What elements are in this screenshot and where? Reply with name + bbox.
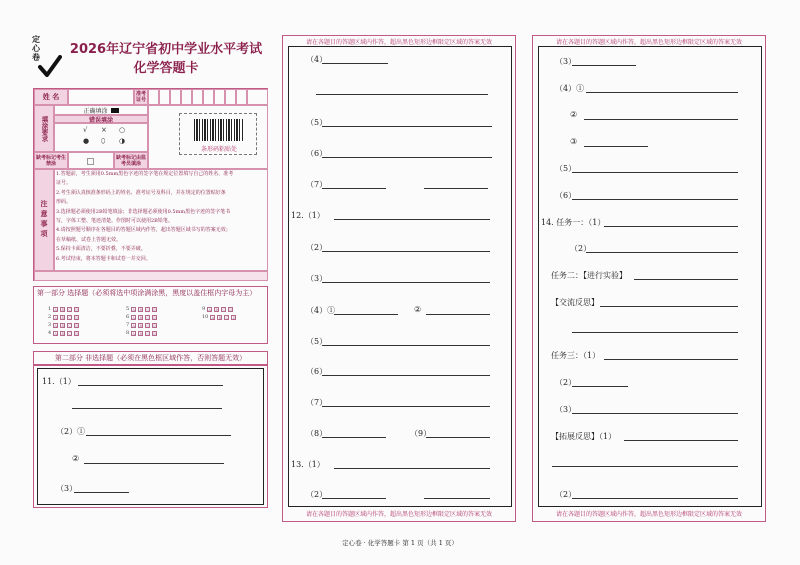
answer-line[interactable] <box>572 65 636 66</box>
option-d[interactable]: D <box>153 323 157 328</box>
absent-box[interactable] <box>68 152 114 169</box>
answer-line[interactable] <box>322 282 490 283</box>
ticket-digit[interactable] <box>247 89 268 105</box>
q13-4c-label: ③ <box>570 137 578 146</box>
option-b[interactable]: B <box>61 323 64 328</box>
mc-number: 2 <box>48 314 52 320</box>
q13-5-label: （5） <box>555 164 577 173</box>
mc-number: 4 <box>48 330 52 336</box>
option-c[interactable]: C <box>146 331 150 336</box>
option-c[interactable]: C <box>68 323 72 328</box>
option-c[interactable]: C <box>222 307 226 312</box>
exam-title: 2026年辽宁省初中学业水平考试 <box>69 42 263 57</box>
answer-line[interactable] <box>552 466 738 467</box>
answer-line[interactable] <box>586 252 738 253</box>
option-b[interactable]: B <box>139 307 142 312</box>
option-b[interactable]: B <box>139 323 142 328</box>
mc-number: 8 <box>126 330 130 336</box>
answer-line[interactable] <box>322 126 492 127</box>
barcode-bars <box>194 119 244 141</box>
mc-item-9[interactable] <box>202 306 233 312</box>
q14-2-label: （2） <box>570 244 592 253</box>
q13-1-label: 13.（1） <box>291 460 325 469</box>
notes-list <box>56 170 261 264</box>
option-a[interactable]: A <box>54 331 57 336</box>
q12-6-label: （6） <box>306 367 328 376</box>
answer-line[interactable] <box>426 314 490 315</box>
notes-footer-strip <box>34 271 268 281</box>
note-line: 1.答题前，考生须用0.5mm黑色字迹的签字笔在规定位置填写自己的姓名、准考 <box>56 171 234 177</box>
ticket-label: 准考证号 <box>135 91 146 103</box>
check-mark-icon <box>38 55 62 77</box>
mc-item-10[interactable] <box>202 314 236 320</box>
wrong-cross-icon: × <box>101 126 107 134</box>
option-d[interactable]: D <box>229 307 233 312</box>
answer-line[interactable] <box>334 219 490 220</box>
option-b[interactable]: B <box>139 331 142 336</box>
q12-7-label: （7） <box>306 398 328 407</box>
option-b[interactable]: B <box>61 331 64 336</box>
option-b[interactable]: B <box>215 307 218 312</box>
option-a[interactable]: A <box>132 331 135 336</box>
option-c[interactable]: C <box>68 315 72 320</box>
column-3-footer: 请在各题目的答题区域内作答，超出黑色矩形边框限定区域的答案无效 <box>555 511 742 518</box>
note-line: 在草稿纸、试卷上答题无效。 <box>56 236 122 243</box>
note-line: 4.请按照题号顺序在各题目的答题区域内作答，超出答题区域书写的答案无效； <box>56 227 231 234</box>
mc-item-1[interactable] <box>48 306 79 312</box>
option-d[interactable]: D <box>75 307 79 312</box>
name-label: 姓 名 <box>34 89 68 105</box>
mc-item-8[interactable] <box>126 330 157 336</box>
mc-item-2[interactable] <box>48 314 79 320</box>
q11-2b-label: ② <box>72 454 80 463</box>
answer-line[interactable] <box>634 279 738 280</box>
answer-line[interactable] <box>322 63 388 64</box>
absent-label: 缺考标记考生禁涂 <box>34 152 68 169</box>
option-a[interactable]: A <box>132 315 135 320</box>
q12-4b-label: ② <box>414 305 422 314</box>
mc-number: 6 <box>126 314 130 320</box>
answer-line[interactable] <box>426 437 490 438</box>
column-3-header: 请在各题目的答题区域内作答，超出黑色矩形边框限定区域的答案无效 <box>555 39 742 46</box>
answer-line[interactable] <box>322 375 490 376</box>
answer-line[interactable] <box>572 332 738 333</box>
wrong-dot-icon: ● <box>83 137 90 145</box>
answer-line[interactable] <box>624 440 738 441</box>
expand-label: 【拓展反思】（1） <box>551 432 617 441</box>
option-d[interactable]: D <box>232 315 236 320</box>
mc-item-4[interactable] <box>48 330 79 336</box>
option-c[interactable]: C <box>146 315 150 320</box>
wrong-fill-label: 错误填涂 <box>54 115 148 123</box>
mc-number: 9 <box>202 306 206 312</box>
option-a[interactable]: A <box>54 307 57 312</box>
mc-number: 10 <box>202 314 209 320</box>
column-2-footer: 请在各题目的答题区域内作答，超出黑色矩形边框限定区域的答案无效 <box>305 511 492 518</box>
q12-1-label: 12.（1） <box>291 211 325 220</box>
answer-line[interactable] <box>322 345 490 346</box>
column-2-header: 请在各题目的答题区域内作答，超出黑色矩形边框限定区域的答案无效 <box>305 39 492 46</box>
ticket-digit[interactable] <box>159 89 170 105</box>
answer-line[interactable] <box>322 188 386 189</box>
option-a[interactable]: A <box>54 315 57 320</box>
note-line: 2.考生须认真核准条形码上的姓名、准考证号及科目，并在规定的位置贴好条 <box>56 189 226 196</box>
q12-4-label: （4）① <box>306 306 336 315</box>
wrong-half-icon: ◑ <box>119 137 126 145</box>
notes-label: 注意事项 <box>34 169 54 271</box>
answer-line[interactable] <box>604 359 738 360</box>
barcode-placeholder <box>179 113 257 155</box>
answer-line[interactable] <box>572 413 738 414</box>
wrong-circle-icon: ○ <box>119 126 126 134</box>
ticket-digit[interactable] <box>236 89 247 105</box>
answer-line[interactable] <box>322 406 490 407</box>
q12-8-label: （8） <box>306 429 328 438</box>
note-line: 写，字体工整、笔迹清楚。作图时可以使用2B铅笔。 <box>56 218 173 225</box>
logo <box>30 33 62 79</box>
ticket-digit[interactable] <box>192 89 203 105</box>
option-a[interactable]: A <box>54 323 57 328</box>
option-a[interactable]: A <box>211 315 215 320</box>
q10-5-label: （5） <box>306 118 328 127</box>
expand-2-label: （2） <box>555 490 577 499</box>
wrong-check-icon: √ <box>83 126 88 134</box>
q13-4b-label: ② <box>570 110 578 119</box>
option-d[interactable]: D <box>75 315 79 320</box>
mc-number: 5 <box>126 306 130 312</box>
q10-7-label: （7） <box>306 180 328 189</box>
answer-line[interactable] <box>84 463 224 464</box>
task3-2-label: （2） <box>555 378 577 387</box>
ticket-digit[interactable] <box>214 89 225 105</box>
option-a[interactable]: A <box>208 307 211 312</box>
option-b[interactable]: B <box>61 315 64 320</box>
note-line: 6.考试结束，将本答题卡和试卷一并交回。 <box>56 255 151 262</box>
answer-line[interactable] <box>586 92 738 93</box>
q10-4-label: （4） <box>306 55 328 64</box>
ticket-digit[interactable] <box>225 89 236 105</box>
absent-checkbox[interactable] <box>87 158 94 165</box>
answer-line[interactable] <box>572 199 738 200</box>
option-c[interactable]: C <box>146 323 150 328</box>
mc-number: 3 <box>48 322 52 328</box>
q11-1-label: 11.（1） <box>42 377 76 386</box>
note-line: 3.选择题必须使用2B铅笔填涂；非选择题必须使用0.5mm黑色字迹的签字笔书 <box>56 208 231 215</box>
answer-line[interactable] <box>572 386 628 387</box>
note-line: 5.保持卡面清洁，不要折叠，不要弄破。 <box>56 246 146 253</box>
answer-line[interactable] <box>584 146 648 147</box>
q13-2-label: （2） <box>306 490 328 499</box>
reflect-label: 【交流反思】 <box>551 298 599 307</box>
fill-requirement-label: 填涂要求 <box>34 105 54 152</box>
correct-fill-row <box>54 105 148 115</box>
answer-line[interactable] <box>424 188 488 189</box>
answer-line[interactable] <box>572 172 738 173</box>
option-d[interactable]: D <box>75 323 79 328</box>
ticket-digit[interactable] <box>203 89 214 105</box>
q13-6-label: （6） <box>555 191 577 200</box>
answer-line[interactable] <box>322 157 492 158</box>
q13-4-label: （4）① <box>555 84 585 93</box>
option-c[interactable]: C <box>68 331 72 336</box>
part1-title: 第一部分 选择题（必须将选中项涂满涂黑，黑度以盖住框内字母为主） <box>37 288 257 297</box>
q12-5-label: （5） <box>306 337 328 346</box>
option-b[interactable]: B <box>218 315 222 320</box>
ticket-digit[interactable] <box>170 89 181 105</box>
answer-line[interactable] <box>334 468 490 469</box>
logo-text: 定 心 卷 <box>32 34 40 62</box>
answer-line[interactable] <box>334 314 398 315</box>
sheet-title: 化学答题卡 <box>133 61 199 76</box>
q14-1-label: 14. 任务一：（1） <box>541 218 606 227</box>
answer-line[interactable] <box>322 437 386 438</box>
mc-item-7[interactable] <box>126 322 157 328</box>
ticket-digit[interactable] <box>148 89 159 105</box>
mc-item-5[interactable] <box>126 306 157 312</box>
q11-2-label: （2）① <box>56 427 86 436</box>
name-field[interactable] <box>68 89 134 105</box>
answer-line[interactable] <box>424 498 490 499</box>
answer-line[interactable] <box>600 306 738 307</box>
mc-number: 7 <box>126 322 130 328</box>
mc-item-3[interactable] <box>48 322 79 328</box>
answer-line[interactable] <box>316 94 488 95</box>
option-b[interactable]: B <box>139 315 142 320</box>
q11-3-label: （3） <box>56 484 78 493</box>
mc-item-6[interactable] <box>126 314 157 320</box>
q12-9-label: （9） <box>410 429 432 438</box>
part2-title: 第二部分 非选择题（必须在黑色框区域作答，否则答题无效） <box>33 351 268 365</box>
option-a[interactable]: A <box>132 307 135 312</box>
q12-3-label: （3） <box>306 274 328 283</box>
option-a[interactable]: A <box>132 323 135 328</box>
mc-number: 1 <box>48 306 52 312</box>
q12-2-label: （2） <box>306 243 328 252</box>
option-d[interactable]: D <box>153 307 157 312</box>
answer-line[interactable] <box>322 251 490 252</box>
correct-fill-label: 正确填涂 <box>83 107 108 115</box>
ticket-digit[interactable] <box>181 89 192 105</box>
option-d[interactable]: D <box>153 331 157 336</box>
answer-line[interactable] <box>604 226 738 227</box>
option-c[interactable]: C <box>146 307 150 312</box>
answer-line[interactable] <box>72 408 222 409</box>
q10-6-label: （6） <box>306 149 328 158</box>
option-b[interactable]: B <box>61 307 64 312</box>
answer-line[interactable] <box>322 498 386 499</box>
answer-line[interactable] <box>572 498 738 499</box>
answer-line[interactable] <box>86 435 231 436</box>
answer-line[interactable] <box>78 385 223 386</box>
filled-mark-sample <box>111 108 119 113</box>
note-line: 形码。 <box>56 199 72 206</box>
option-d[interactable]: D <box>75 331 79 336</box>
option-c[interactable]: C <box>68 307 72 312</box>
task3-3-label: （3） <box>555 405 577 414</box>
wrong-fill-samples <box>54 123 148 152</box>
task2-label: 任务二：【进行实验】 <box>551 271 627 280</box>
page-footer: 定心卷 · 化学答题卡 第 1 页（共 1 页） <box>342 539 458 547</box>
option-d[interactable]: D <box>153 315 157 320</box>
q13-3-label: （3） <box>555 57 577 66</box>
option-c[interactable]: C <box>225 315 229 320</box>
wrong-ellipse-icon: ⬯ <box>101 137 106 145</box>
answer-line[interactable] <box>584 119 738 120</box>
answer-line[interactable] <box>74 492 129 493</box>
note-line: 证号。 <box>56 180 72 187</box>
absent-label-2: 缺考标记由监考员填涂 <box>114 152 148 169</box>
barcode-label: 条形码粘贴处 <box>200 146 237 153</box>
task3-label: 任务三：（1） <box>551 351 601 360</box>
